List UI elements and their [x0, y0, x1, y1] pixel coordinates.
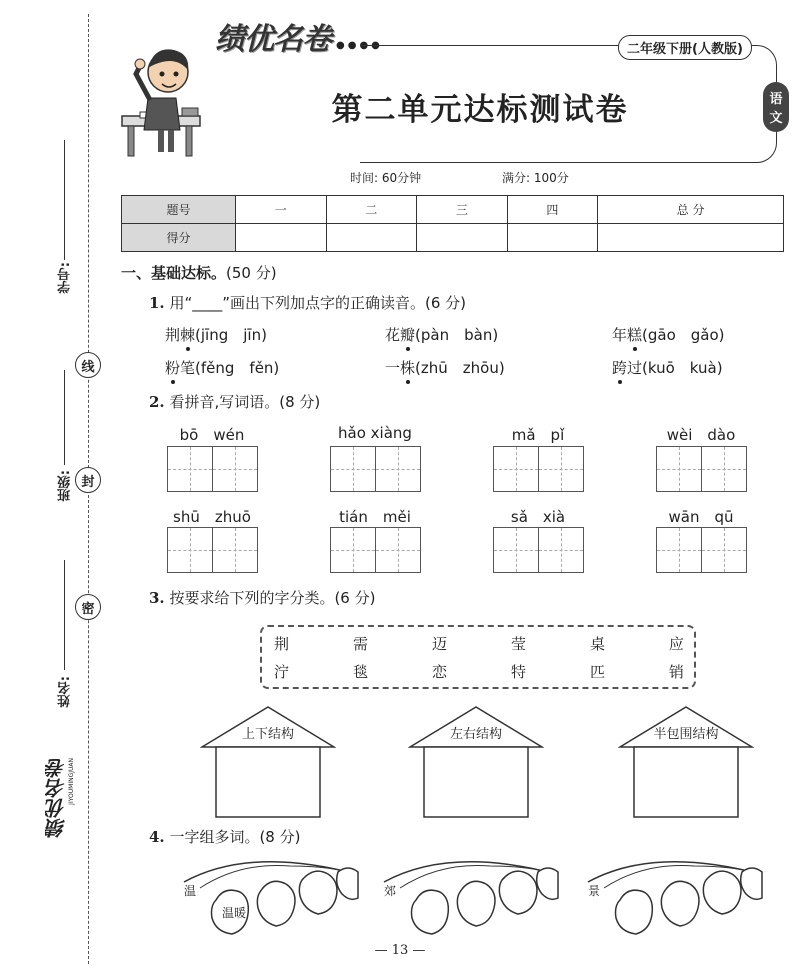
- writing-grid[interactable]: [330, 527, 420, 573]
- character-row: [274, 661, 684, 682]
- side-logo: [40, 758, 80, 868]
- pinyin-prompt: hǎo xiàng: [338, 424, 412, 442]
- subject-char-1: 语: [769, 92, 783, 107]
- pinyin-choice-item[interactable]: [385, 357, 505, 378]
- pinyin-options: (zhū zhōu): [415, 359, 505, 377]
- student-id-label: 学号:: [58, 262, 73, 294]
- character: 应: [668, 635, 684, 653]
- question-2: [149, 391, 320, 412]
- score-entry-cell[interactable]: [417, 224, 508, 252]
- dotted-char: 瓣: [400, 326, 416, 344]
- structure-house[interactable]: [408, 705, 544, 820]
- writing-cell[interactable]: [330, 527, 376, 573]
- flower-branch-illustration: [380, 852, 562, 942]
- full-score: 满分: 100分: [502, 171, 569, 185]
- question-prompt: 看拼音,写词语。(8 分): [169, 393, 321, 411]
- class-blank[interactable]: [64, 370, 65, 465]
- pinyin-options: (gāo gǎo): [642, 326, 725, 344]
- table-cell: 题号: [122, 196, 236, 224]
- pinyin-options: (fěng fěn): [195, 359, 280, 377]
- writing-grid[interactable]: [330, 446, 420, 492]
- pinyin-prompt: mǎ pǐ: [511, 426, 565, 444]
- writing-grid[interactable]: [493, 527, 583, 573]
- writing-grid[interactable]: [167, 527, 257, 573]
- table-cell: 一: [236, 196, 327, 224]
- score-entry-cell[interactable]: [236, 224, 327, 252]
- score-table-score-row: [122, 224, 784, 252]
- word-flower-group[interactable]: [180, 852, 362, 942]
- dotted-char: 跨: [612, 359, 628, 377]
- source-char: 温: [184, 884, 197, 898]
- subject-badge: [763, 82, 789, 132]
- char: 过: [627, 359, 643, 377]
- pinyin-prompt: shū zhuō: [173, 508, 251, 526]
- question-prompt: 用“____”画出下列加点字的正确读音。(6 分): [169, 294, 467, 312]
- score-table: [121, 195, 784, 252]
- writing-cell[interactable]: [656, 446, 702, 492]
- writing-cell[interactable]: [701, 446, 747, 492]
- pinyin-options: (jīng jīn): [195, 326, 267, 344]
- student-id-blank[interactable]: [64, 140, 65, 260]
- source-char: 景: [588, 884, 601, 898]
- question-number: 4.: [149, 828, 165, 846]
- score-entry-cell[interactable]: [598, 224, 784, 252]
- char: 笔: [180, 359, 196, 377]
- dotted-char: 粉: [165, 359, 181, 377]
- writing-cell[interactable]: [493, 527, 539, 573]
- question-number: 2.: [149, 393, 165, 411]
- pinyin-prompt: sǎ xià: [510, 508, 566, 526]
- logo-dots: ●●●●: [336, 40, 383, 51]
- question-prompt: 一字组多词。(8 分): [169, 828, 301, 846]
- char: 花: [385, 326, 401, 344]
- character: 销: [668, 663, 684, 681]
- word-flower-group[interactable]: [584, 852, 766, 942]
- house-label: 半包围结构: [653, 727, 719, 742]
- pinyin-prompt: wān qū: [668, 508, 734, 526]
- question-number: 3.: [149, 589, 165, 607]
- table-cell: 二: [326, 196, 417, 224]
- dotted-char: 棘: [180, 326, 196, 344]
- char: 年: [612, 326, 628, 344]
- writing-cell[interactable]: [167, 446, 213, 492]
- character: 需: [352, 635, 368, 653]
- table-cell: 三: [417, 196, 508, 224]
- question-prompt: 按要求给下列的字分类。(6 分): [169, 589, 376, 607]
- source-char: 郊: [384, 884, 397, 898]
- name-blank[interactable]: [64, 560, 65, 670]
- character: 特: [510, 663, 526, 681]
- char: 荆: [165, 326, 181, 344]
- name-label: 姓名:: [58, 676, 73, 708]
- structure-house[interactable]: [618, 705, 754, 820]
- writing-cell[interactable]: [330, 446, 376, 492]
- character: 莹: [510, 635, 526, 653]
- dotted-char: 糕: [627, 326, 643, 344]
- character: 恋: [431, 663, 447, 681]
- subject-char-2: 文: [769, 111, 783, 126]
- pinyin-choice-item[interactable]: [165, 324, 267, 345]
- writing-grid[interactable]: [493, 446, 583, 492]
- class-label: 班级:: [58, 470, 73, 502]
- score-entry-cell[interactable]: [326, 224, 417, 252]
- writing-cell[interactable]: [375, 527, 421, 573]
- score-entry-cell[interactable]: [507, 224, 598, 252]
- pinyin-choice-item[interactable]: [165, 357, 279, 378]
- writing-cell[interactable]: [212, 527, 258, 573]
- side-logo-pinyin: JIYOUMINGJUAN: [68, 758, 75, 805]
- character: 荆: [274, 635, 290, 653]
- writing-cell[interactable]: [538, 446, 584, 492]
- house-label: 左右结构: [449, 727, 502, 742]
- character: 桌: [589, 635, 605, 653]
- writing-cell[interactable]: [656, 527, 702, 573]
- writing-cell[interactable]: [493, 446, 539, 492]
- char: 一: [385, 359, 401, 377]
- character-row: [274, 633, 684, 654]
- writing-grid[interactable]: [656, 446, 746, 492]
- character: 迈: [431, 635, 447, 653]
- seal-char-line: 线: [75, 352, 101, 378]
- pinyin-prompt: tián měi: [339, 508, 411, 526]
- pinyin-choice-item[interactable]: [612, 357, 723, 378]
- page-number: — 13 —: [374, 943, 426, 958]
- character: 匹: [589, 663, 605, 681]
- writing-grid[interactable]: [167, 446, 257, 492]
- pinyin-options: (kuō kuà): [642, 359, 723, 377]
- table-cell: 得分: [122, 224, 236, 252]
- table-cell: 四: [507, 196, 598, 224]
- writing-grid[interactable]: [656, 527, 746, 573]
- side-logo-text: 绩优名卷: [45, 758, 69, 838]
- question-3: [149, 587, 375, 608]
- section-title-text: 一、基础达标。: [121, 264, 227, 282]
- flower-branch-illustration: [180, 852, 362, 942]
- student-mascot-illustration: [118, 38, 218, 163]
- character: 毯: [352, 663, 368, 681]
- page-title: 第二单元达标测试卷: [331, 92, 629, 128]
- pinyin-choice-item[interactable]: [385, 324, 498, 345]
- question-number: 1.: [149, 294, 165, 312]
- table-cell: 总 分: [598, 196, 784, 224]
- structure-house[interactable]: [200, 705, 336, 820]
- example-word: 温暖: [222, 906, 247, 920]
- time-limit: 时间: 60分钟: [350, 171, 422, 185]
- character-box: [260, 625, 696, 689]
- pinyin-choice-item[interactable]: [612, 324, 725, 345]
- writing-cell[interactable]: [375, 446, 421, 492]
- writing-cell[interactable]: [167, 527, 213, 573]
- pinyin-options: (pàn bàn): [415, 326, 499, 344]
- character: 泞: [274, 663, 290, 681]
- seal-char-seal: 封: [75, 467, 101, 493]
- writing-cell[interactable]: [538, 527, 584, 573]
- dotted-char: 株: [400, 359, 416, 377]
- writing-cell[interactable]: [701, 527, 747, 573]
- edition-badge: 二年级下册(人教版): [618, 35, 752, 60]
- pinyin-prompt: bō wén: [179, 426, 245, 444]
- question-4: [149, 826, 300, 847]
- score-table-header-row: [122, 196, 784, 224]
- section-title: [121, 262, 277, 283]
- seal-char-secret: 密: [75, 594, 101, 620]
- question-1: [149, 292, 466, 313]
- pinyin-prompt: wèi dào: [666, 426, 736, 444]
- brand-logo: 绩优名卷: [215, 22, 331, 57]
- house-label: 上下结构: [241, 727, 294, 742]
- section-points: (50 分): [226, 264, 277, 282]
- flower-branch-illustration: [584, 852, 766, 942]
- word-flower-group[interactable]: [380, 852, 562, 942]
- writing-cell[interactable]: [212, 446, 258, 492]
